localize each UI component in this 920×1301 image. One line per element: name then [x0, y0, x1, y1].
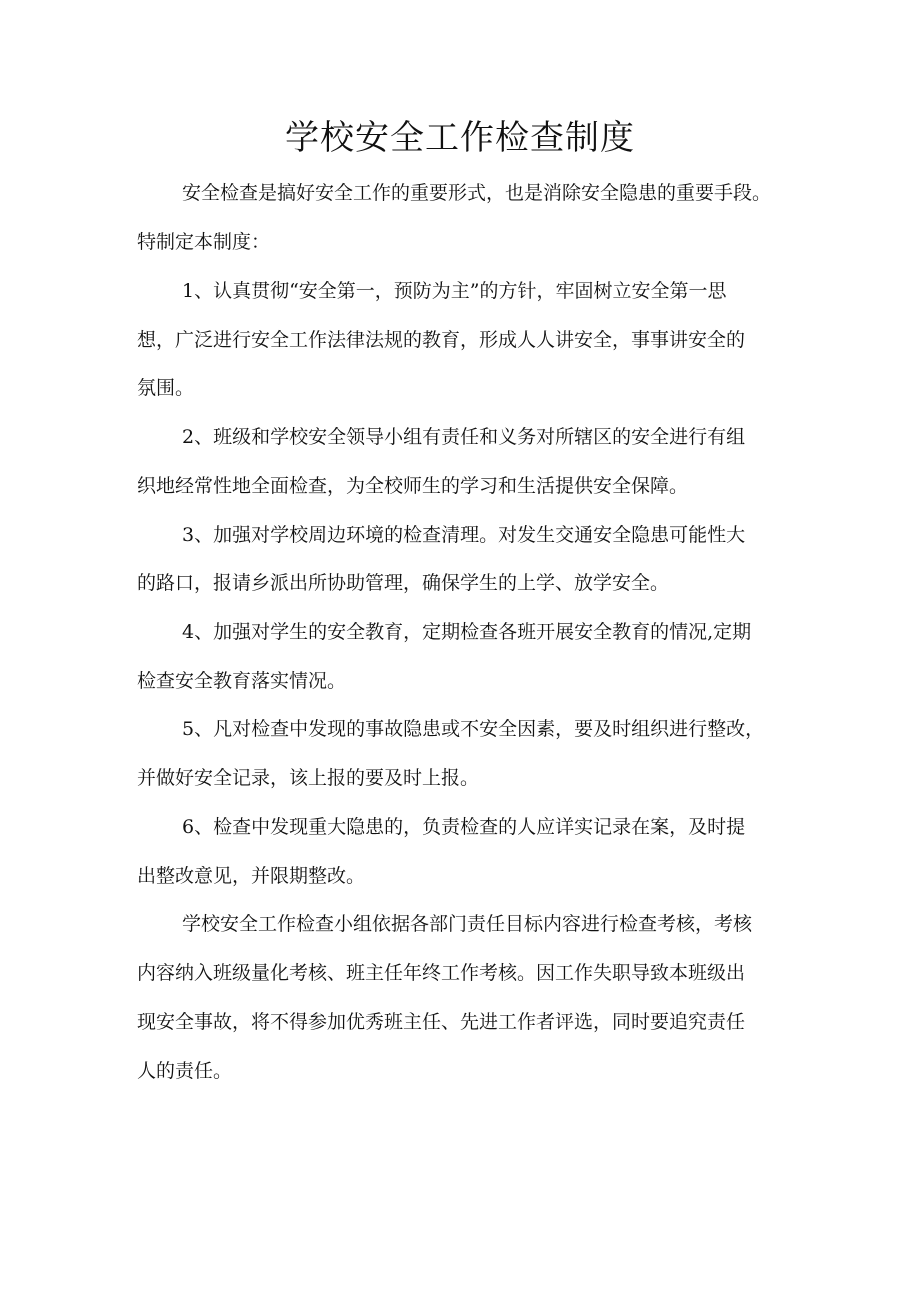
item-4-line-1: 4、加强对学生的安全教育，定期检查各班开展安全教育的情况,定期 [182, 621, 752, 643]
item-3-line-1: 3、加强对学校周边环境的检查清理。对发生交通安全隐患可能性大 [182, 524, 746, 546]
item-4-line-2: 检查安全教育落实情况。 [137, 670, 347, 692]
item-1-line-2: 想，广泛进行安全工作法律法规的教育，形成人人讲安全，事事讲安全的 [137, 329, 746, 351]
item-6-line-2: 出整改意见，并限期整改。 [137, 865, 366, 887]
item-3-line-2: 的路口，报请乡派出所协助管理，确保学生的上学、放学安全。 [137, 572, 670, 594]
intro-line-1: 安全检查是搞好安全工作的重要形式，也是消除安全隐患的重要手段。 [182, 182, 772, 204]
intro-line-2: 特制定本制度： [137, 231, 271, 253]
closing-line-1: 学校安全工作检查小组依据各部门责任目标内容进行检查考核，考核 [182, 913, 753, 935]
item-2-line-1: 2、班级和学校安全领导小组有责任和义务对所辖区的安全进行有组 [182, 426, 746, 448]
closing-line-2: 内容纳入班级量化考核、班主任年终工作考核。因工作失职导致本班级出 [137, 962, 746, 984]
item-5-line-1: 5、凡对检查中发现的事故隐患或不安全因素，要及时组织进行整改， [182, 718, 765, 740]
closing-line-4: 人的责任。 [137, 1060, 233, 1082]
item-2-line-2: 织地经常性地全面检查，为全校师生的学习和生活提供安全保障。 [137, 475, 689, 497]
closing-line-3: 现安全事故，将不得参加优秀班主任、先进工作者评选，同时要追究责任 [137, 1011, 746, 1033]
item-1-line-1: 1、认真贯彻“安全第一，预防为主”的方针，牢固树立安全第一思 [182, 280, 727, 302]
document-title: 学校安全工作检查制度 [285, 118, 635, 158]
item-6-line-1: 6、检查中发现重大隐患的，负责检查的人应详实记录在案，及时提 [182, 816, 746, 838]
item-1-line-3: 氛围。 [137, 377, 195, 399]
item-5-line-2: 并做好安全记录，该上报的要及时上报。 [137, 767, 480, 789]
